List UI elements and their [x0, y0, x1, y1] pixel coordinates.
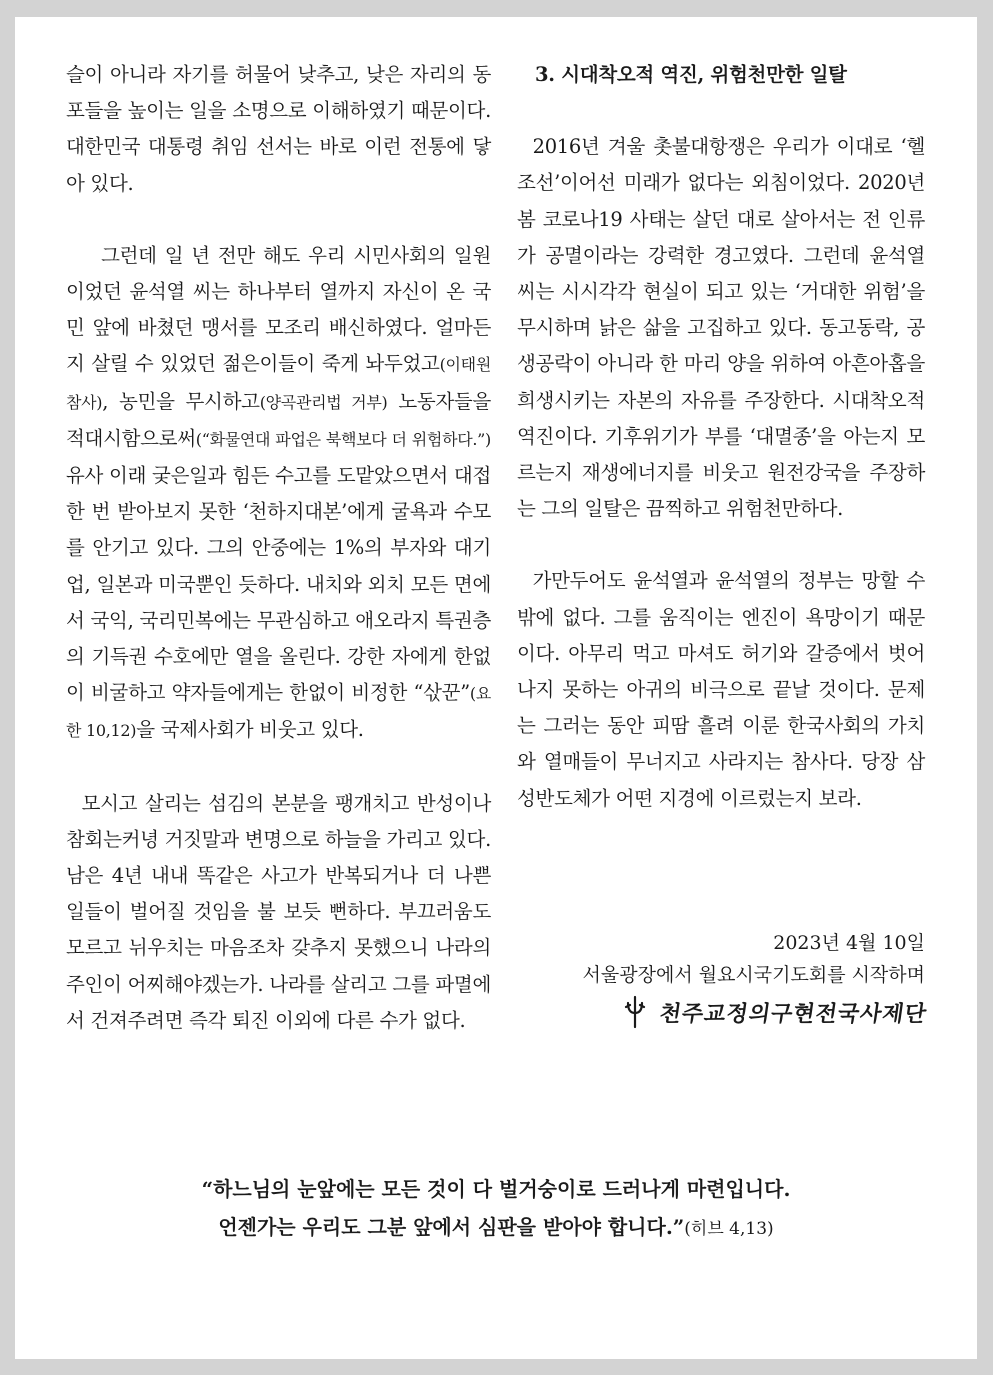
left-p2-note-2: (양곡관리법 거부)	[259, 392, 388, 412]
left-p2-text-d: 유사 이래 궂은일과 힘든 수고를 도맡았으면서 대접 한 번 받아보지 못한 ‘천하지대본’에게 굴욕과 수모를 안기고 있다. 그의 안중에는 1%의 부자와 대기업, 일본과 미국뿐인 듯하다. 내치와 외치 모든 면에서 국익, 국리민복에는 무관심하고 애오라지 특권층의 기득권 수호에만 열을 올린다. 강한 자에게 한없이 비굴하고 약자들에게는 한없이 비정한 “삯꾼”	[66, 464, 491, 705]
quote-line-2	[15, 1208, 977, 1248]
scripture-quote	[15, 1170, 977, 1248]
signature	[624, 995, 927, 1029]
left-paragraph-1: 슬이 아니라 자기를 허물어 낮추고, 낮은 자리의 동포들을 높이는 일을 소명으로 이해하였기 때문이다. 대한민국 대통령 취임 선서는 바로 이런 전통에 닿아 있다.	[66, 63, 491, 195]
right-paragraph-2: 가만두어도 윤석열과 윤석열의 정부는 망할 수밖에 없다. 그를 움직이는 엔진이 욕망이기 때문이다. 아무리 먹고 마셔도 허기와 갈증에서 벗어나지 못하는 아귀의 비극으로 끝날 것이다. 문제는 그러는 동안 피땀 흘려 이룬 한국사회의 가치와 열매들이 무너지고 사라지는 참사다. 당장 삼성반도체가 어떤 지경에 이르렀는지 보라.	[517, 569, 925, 810]
left-p2-note-3: (“화물연대 파업은 북핵보다 더 위험하다.”)	[195, 429, 491, 449]
closing-date: 2023년 4월 10일	[773, 932, 925, 954]
left-p2-text-e: 을 국제사회가 비웃고 있다.	[136, 718, 364, 742]
cross-mark-icon	[624, 995, 646, 1029]
left-paragraph-3: 모시고 살리는 섬김의 본분을 팽개치고 반성이나 참회는커녕 거짓말과 변명으로 하늘을 가리고 있다. 남은 4년 내내 똑같은 사고가 반복되거나 더 나쁜 일들이 벌어질 것임을 불 보듯 뻔하다. 부끄러움도 모르고 뉘우치는 마음조차 갖추지 못했으니 나라의 주인이 어찌해야겠는가. 나라를 살리고 그를 파멸에서 건져주려면 즉각 퇴진 이외에 다른 수가 없다.	[66, 791, 491, 1032]
quote-reference: (히브 4,13)	[684, 1219, 774, 1239]
left-p2-text-c: 노동자들을 적대시함으로써	[66, 389, 491, 450]
right-paragraph-1: 2016년 겨울 촛불대항쟁은 우리가 이대로 ‘헬 조선’이어선 미래가 없다는 외침이었다. 2020년 봄 코로나19 사태는 살던 대로 살아서는 전 인류가 공멸이라는 강력한 경고였다. 그런데 윤석열 씨는 시시각각 현실이 되고 있는 ‘거대한 위험’을 무시하며 낡은 삶을 고집하고 있다. 동고동락, 공생공락이 아니라 한 마리 양을 위하여 아흔아홉을 희생시키는 자본의 자유를 주장한다. 시대착오적 역진이다. 기후위기가 부를 ‘대멸종’을 아는지 모르는지 재생에너지를 비웃고 원전강국을 주장하는 그의 일탈은 끔찍하고 위험천만하다.	[517, 135, 925, 521]
document-page	[15, 17, 977, 1359]
left-p2-note-4: (요한 10,12)	[66, 684, 491, 741]
left-paragraph-2	[66, 238, 491, 750]
left-column	[66, 57, 491, 1075]
left-p2-text-b: , 농민을 무시하고	[102, 389, 260, 413]
left-p2-note-1: (이태원 참사)	[66, 355, 491, 412]
section-title: 3. 시대착오적 역진, 위험천만한 일탈	[535, 63, 847, 86]
closing-block	[583, 927, 925, 991]
left-p2-text-a: 그런데 일 년 전만 해도 우리 시민사회의 일원이었던 윤석열 씨는 하나부터 열까지 자신이 온 국민 앞에 바쳤던 맹서를 모조리 배신하였다. 얼마든지 살릴 수 있었던 젊은이들이 죽게 놔두었고	[66, 243, 491, 376]
quote-line-1: “하느님의 눈앞에는 모든 것이 다 벌거숭이로 드러나게 마련입니다.	[201, 1177, 791, 1201]
signature-text: 천주교정의구현전국사제단	[657, 1001, 929, 1027]
closing-occasion: 서울광장에서 월요시국기도회를 시작하며	[582, 964, 925, 986]
quote-line-2-text: 언젠가는 우리도 그분 앞에서 심판을 받아야 합니다.”	[218, 1215, 685, 1239]
right-column	[517, 57, 925, 853]
